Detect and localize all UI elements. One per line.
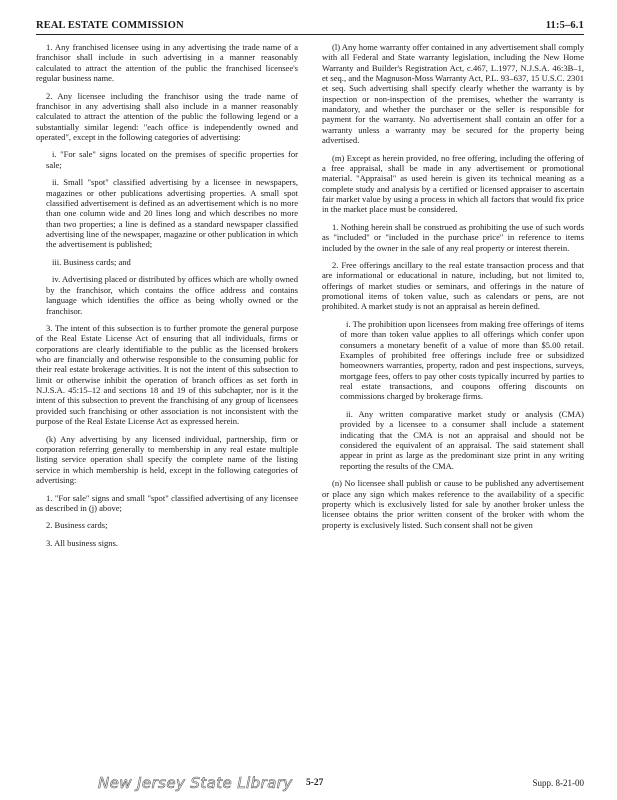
paragraph: iv. Advertising placed or distributed by offices which are wholly owned by the franchisor, which contains the office address and contains language which identifies the office as being wholly owned or the franchisor. [46, 274, 298, 316]
paragraph: i. The prohibition upon licensees from making free offerings of items of more than token value applies to all offerings which confer upon consumers a monetary benefit of a value of more than $5.00 retail. Examples of prohibited free offerings include free or subsidized homeowners warranties, property, radon and pest inspections, surveys, mortgage fees, offers to pay other costs typically incurred by parties to real estate transactions, and coupons offering discounts on commissions charged by brokerage firms. [340, 319, 584, 402]
paragraph: (l) Any home warranty offer contained in any advertisement shall comply with all Federal and State warranty legislation, including the New Home Warranty and Builder's Registration Act, c.467, L.1977, N.J.S.A. 46:3B–1, et seq., and the Magnuson-Moss Warranty Act, P.L. 93–637, 15 U.S.C. 2301 et seq. Such advertising shall specify clearly whether the warranty is by inspection or non-inspection of the premises, whether the warranty is mandatory, and whether the purchaser or the seller is responsible for payment for the warranty. No advertisement shall contain an offer for a warranty unless a warranty may be secured for the property being advertised. [322, 42, 584, 146]
paragraph: 2. Any licensee including the franchisor using the trade name of franchisor in any advertising shall also include in a manner reasonably calculated to attract the attention of the public the following legend or a substantially similar legend: "each office is independently owned and operated", except in the following categories of advertising: [36, 90, 298, 142]
right-column [322, 42, 584, 537]
paragraph: 3. All business signs. [46, 537, 118, 548]
paragraph: 1. Any franchised licensee using in any advertising the trade name of a franchisor shall include in such advertising in a manner reasonably calculated to attract the attention of the public the franchised licensee's regular business name. [36, 42, 298, 84]
paragraph: ii. Small "spot" classified advertising by a licensee in newspapers, magazines or other publications advertising properties. A small spot classified advertisement is defined as an advertisement which is no more than one column wide and 20 lines long and which describes no more than two properties; a line is defined as a standard newspaper classified advertising line of the newspaper, magazine or other publication in which the advertisement is published; [46, 177, 298, 250]
header-section-number: 11:5–6.1 [545, 20, 584, 31]
paragraph: 1. Nothing herein shall be construed as prohibiting the use of such words as "included" or "included in the purchase price" in reference to items included by the owner in the sale of any real property or interest therein. [322, 221, 584, 253]
paragraph: ii. Any written comparative market study or analysis (CMA) provided by a licensee to a consumer shall include a statement indicating that the CMA is not an appraisal and should not be considered the equivalent of an appraisal. The said statement shall appear in print as large as the predominant size print in any writing reporting the results of the CMA. [340, 408, 584, 471]
page-footer [36, 774, 584, 796]
header-rule [36, 34, 584, 35]
running-header [36, 20, 584, 34]
header-title: REAL ESTATE COMMISSION [36, 20, 184, 31]
paragraph: 3. The intent of this subsection is to further promote the general purpose of the Real Estate License Act of ensuring that all individuals, firms or corporations are clearly identifiable to the public as the licensed brokers who are financially and otherwise responsible to the consuming public for their real estate brokerage activities. It is not the intent of this subsection to limit or otherwise inhibit the operation of branch offices as set forth in N.J.S.A. 45:15–12 and sections 18 and 19 of this subchapter, nor is it the intent of this subsection to prevent the franchising of any group of licensees provided such franchising or other association is not inconsistent with the purpose of the Real Estate License Act as expressed herein. [36, 323, 298, 427]
paragraph: (n) No licensee shall publish or cause to be published any advertisement or place any sign which makes reference to the availability of a specific property which is exclusively listed for sale by another broker unless the licensee obtains the prior written consent of the broker with whom the property is exclusively listed. Such consent shall not be given [322, 478, 584, 530]
paragraph: iii. Business cards; and [52, 256, 131, 267]
paragraph: (m) Except as herein provided, no free offering, including the offering of a free appraisal, shall be made in any advertisement or promotional material. "Appraisal" as used herein is given its technical meaning as a complete study and analysis by a certified or licensed appraiser to ascertain fair market value by using a process in which all factors that would fix price in the market place must be considered. [322, 152, 584, 215]
paragraph: (k) Any advertising by any licensed individual, partnership, firm or corporation referring generally to membership in any real estate multiple listing service operation shall specify the complete name of the listing service in which membership is held, except in the following categories of advertising: [36, 433, 298, 486]
paragraph: 2. Business cards; [46, 520, 108, 531]
paragraph: i. "For sale" signs located on the premises of specific properties for sale; [46, 149, 298, 170]
paragraph: 1. "For sale" signs and small "spot" classified advertising of any licensee as described in (j) above; [36, 492, 298, 513]
library-watermark: New Jersey State Library [98, 774, 293, 792]
left-column [36, 42, 298, 556]
supplement-date: Supp. 8-21-00 [532, 778, 584, 788]
page-number: 5-27 [306, 778, 324, 788]
paragraph: 2. Free offerings ancillary to the real estate transaction process and that are informational or educational in nature, including, but not limited to, offerings of market studies or seminars, and offerings in the nature of promotional items of token value, such as calendars or pens, are not prohibited. A market study is not an appraisal as herein defined. [322, 260, 584, 312]
